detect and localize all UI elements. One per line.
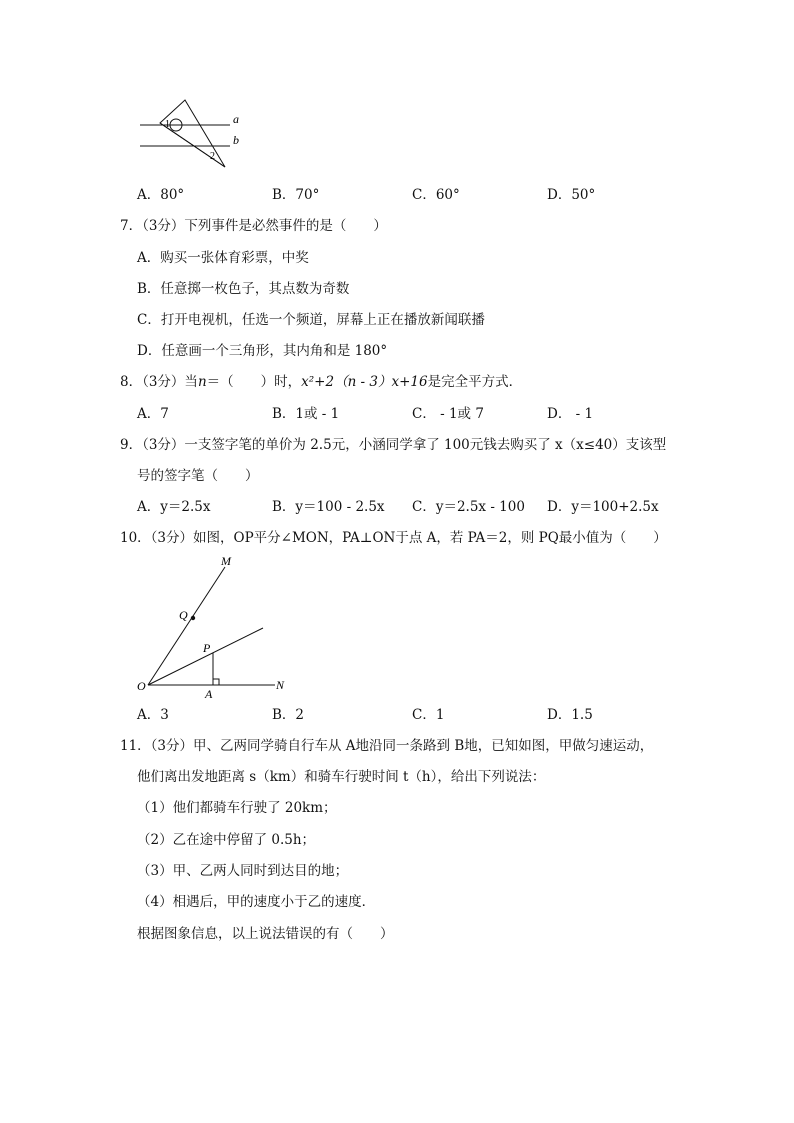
- q9-option-b: B．y＝100 - 2.5x: [272, 499, 385, 515]
- q8-option-c: C． - 1或 7: [412, 406, 484, 422]
- q7-option-a: A．购买一张体育彩票，中奖: [137, 250, 309, 266]
- label-1: 1: [165, 119, 170, 130]
- q11-question: 根据图象信息，以上说法错误的有（ ）: [137, 926, 394, 942]
- q9-stem-line1: 9．（3分）一支签字笔的单价为 2.5元，小涵同学拿了 100元钱去购买了 x（x≤40）支该型: [120, 437, 667, 453]
- label-2: 2: [210, 151, 215, 162]
- q11-statement-2: （2）乙在途中停留了 0.5h；: [137, 832, 316, 848]
- q9-option-a: A．y＝2.5x: [137, 499, 211, 515]
- q8-stem-expr: x²+2（n - 3）x+16: [301, 374, 428, 390]
- q7-option-d: D．任意画一个三角形，其内角和是 180°: [137, 343, 388, 359]
- q10-option-a: A．3: [137, 707, 169, 723]
- q9-option-d: D．y＝100+2.5x: [547, 499, 659, 515]
- q11-stem-line1: 11．（3分）甲、乙两同学骑自行车从 A地沿同一条路到 B地，已知如图，甲做匀速运动，: [120, 738, 654, 754]
- q10-stem: 10．（3分）如图，OP平分∠MON，PA⊥ON于点 A，若 PA＝2，则 PQ最小值为（ ）: [120, 530, 667, 546]
- point-q: [191, 616, 195, 620]
- q10-option-b: B．2: [272, 707, 305, 723]
- q10-option-c: C．1: [412, 707, 445, 723]
- q8-stem-prefix: 8．（3分）当: [120, 374, 198, 390]
- q11-statement-4: （4）相遇后，甲的速度小于乙的速度．: [137, 894, 376, 910]
- q7-option-b: B．任意掷一枚色子，其点数为奇数: [137, 281, 350, 297]
- right-angle-mark: [213, 679, 219, 685]
- q6-option-d: D．50°: [547, 187, 596, 203]
- q11-stem-line2: 他们离出发地距离 s（km）和骑车行驶时间 t（h），给出下列说法：: [137, 769, 546, 785]
- label-a: a: [233, 112, 239, 126]
- ray-op: [148, 628, 263, 685]
- q6-option-c: C．60°: [412, 187, 460, 203]
- q8-stem: [120, 374, 522, 390]
- q11-statement-1: （1）他们都骑车行驶了 20km；: [137, 800, 337, 816]
- q6-option-b: B．70°: [272, 187, 320, 203]
- q10-figure: [130, 552, 300, 702]
- label-q: Q: [179, 608, 188, 622]
- q8-stem-suffix: 是完全平方式．: [427, 374, 523, 390]
- q9-stem-line2: 号的签字笔（ ）: [137, 468, 259, 484]
- q8-stem-n: n: [197, 374, 207, 390]
- label-p: P: [203, 641, 211, 655]
- q8-option-b: B．1或 - 1: [272, 406, 340, 422]
- label-a: A: [205, 687, 213, 701]
- q6-figure: [130, 95, 260, 170]
- q11-statement-3: （3）甲、乙两人同时到达目的地；: [137, 863, 349, 879]
- q8-option-a: A．7: [137, 406, 169, 422]
- q7-option-c: C．打开电视机，任选一个频道，屏幕上正在播放新闻联播: [137, 312, 485, 328]
- q10-option-d: D．1.5: [547, 707, 593, 723]
- triangle: [160, 100, 225, 167]
- q9-option-c: C．y＝2.5x - 100: [412, 499, 525, 515]
- label-n: N: [276, 678, 285, 692]
- label-m: M: [221, 554, 231, 568]
- q6-option-a: A．80°: [137, 187, 185, 203]
- label-o: O: [137, 679, 146, 693]
- q8-option-d: D． - 1: [547, 406, 594, 422]
- q8-stem-mid: ＝（ ）时，: [206, 374, 302, 390]
- q7-stem: 7．（3分）下列事件是必然事件的是（ ）: [120, 218, 387, 234]
- label-b: b: [233, 133, 239, 147]
